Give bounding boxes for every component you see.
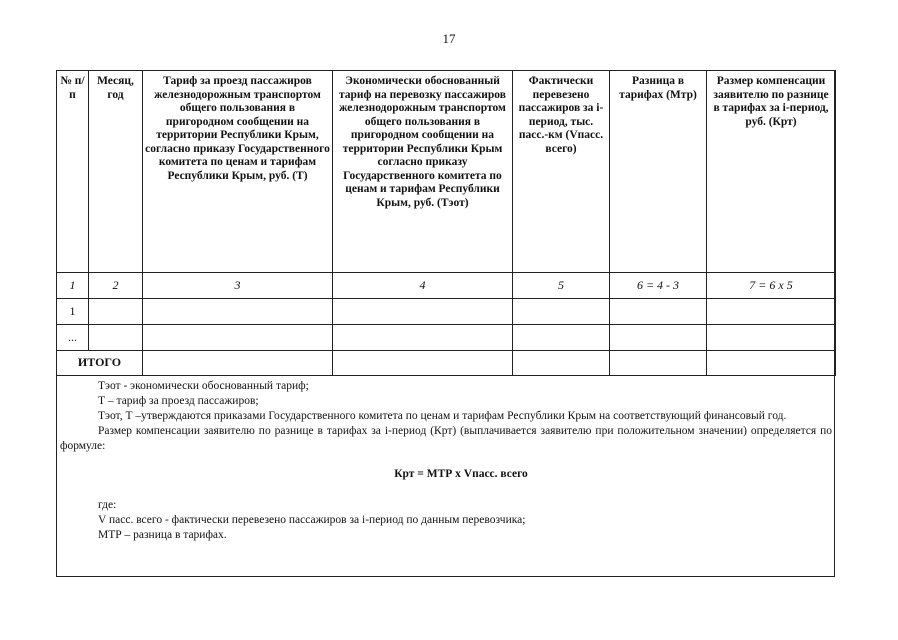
table-cell <box>89 299 143 325</box>
note-approval: Тэот, Т –утверждаются приказами Государственного комитета по ценам и тарифам Республики Крым на соответствующий финансовый год. <box>98 410 787 422</box>
table-cell <box>513 325 610 351</box>
formula: Крт = МТР х Vпасс. всего <box>394 468 528 480</box>
header-tariff-difference: Разница в тарифах (Мтр) <box>610 71 707 273</box>
column-numbers-row <box>57 273 836 299</box>
header-compensation: Размер компенсации заявителю по разнице в тарифах за i-период, руб. (Крт) <box>707 71 836 273</box>
note-where: где: <box>98 499 117 511</box>
total-row <box>57 351 836 376</box>
total-cell <box>513 351 610 376</box>
total-cell <box>707 351 836 376</box>
table-header-row <box>57 71 836 273</box>
table-row <box>57 299 836 325</box>
note-formula-intro: Размер компенсации заявителю по разнице в тарифах за i-период (Крт) (выплачивается заявителю при положительном значении) определяется по формуле: <box>60 425 832 452</box>
compensation-table <box>56 70 836 376</box>
table-cell: 1 <box>57 299 89 325</box>
table-row <box>57 325 836 351</box>
total-label: ИТОГО <box>57 351 143 376</box>
table-cell <box>143 299 333 325</box>
column-number: 3 <box>143 273 333 299</box>
header-economic-tariff: Экономически обоснованный тариф на перевозку пассажиров железнодорожным транспортом общего пользования в пригородном сообщении на территории Республики Крым согласно приказу Государственного комитета по ценам и тарифам Республики Крым, руб. (Тэот) <box>333 71 513 273</box>
table-cell <box>333 299 513 325</box>
column-number: 7 = 6 х 5 <box>707 273 836 299</box>
header-passengers: Фактически перевезено пассажиров за i-период, тыс. пасс.-км (Vпасс. всего) <box>513 71 610 273</box>
table-cell <box>610 299 707 325</box>
column-number: 1 <box>57 273 89 299</box>
table-cell <box>707 299 836 325</box>
total-cell <box>333 351 513 376</box>
notes-section <box>60 379 832 543</box>
note-def-v: V пасс. всего - фактически перевезено пассажиров за i-период по данным перевозчика; <box>98 514 526 526</box>
total-cell <box>143 351 333 376</box>
header-row-number: № п/п <box>57 71 89 273</box>
table-cell <box>610 325 707 351</box>
column-number: 5 <box>513 273 610 299</box>
table-cell: ... <box>57 325 89 351</box>
total-cell <box>610 351 707 376</box>
table-cell <box>333 325 513 351</box>
table-cell <box>513 299 610 325</box>
column-number: 2 <box>89 273 143 299</box>
table-cell <box>89 325 143 351</box>
note-t: Т – тариф за проезд пассажиров; <box>98 395 259 407</box>
note-teot: Тэот - экономически обоснованный тариф; <box>98 380 309 392</box>
table-cell <box>707 325 836 351</box>
note-def-mtr: МТР – разница в тарифах. <box>98 529 227 541</box>
table-cell <box>143 325 333 351</box>
column-number: 4 <box>333 273 513 299</box>
header-month-year: Месяц, год <box>89 71 143 273</box>
column-number: 6 = 4 - 3 <box>610 273 707 299</box>
page-number: 17 <box>442 31 456 46</box>
header-tariff: Тариф за проезд пассажиров железнодорожным транспортом общего пользования в пригородном сообщении на территории Республики Крым, согласно приказу Государственного комитета по ценам и тарифам Республики Крым, руб. (Т) <box>143 71 333 273</box>
